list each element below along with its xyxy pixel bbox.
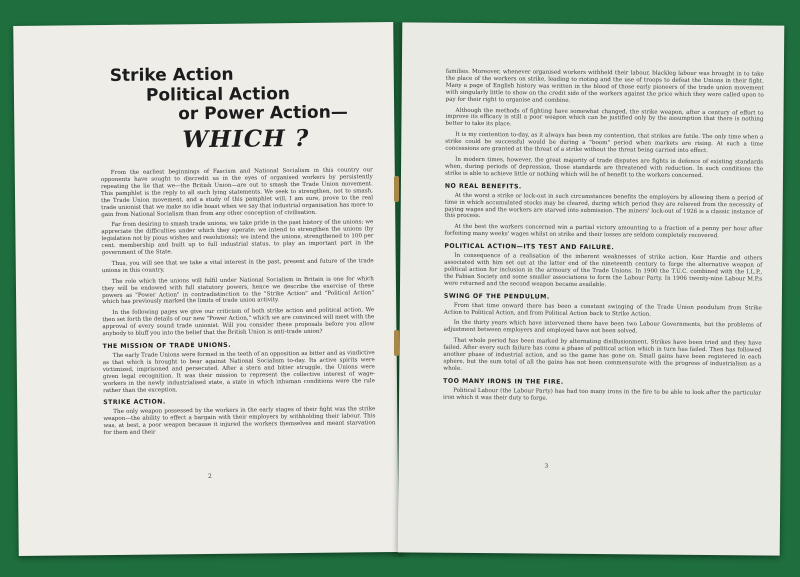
paragraph: families. Moreover, whenever organised workers withheld their labour, blackleg labour was brought in to take the place of the workers on strike, leading to rioting and the use of troops to defeat the Unions in their fight. Many a page of English history was written in the blood of those early pioneers of the trade union movement with singularly little to show on the credit side of the workers against the price which they were called upon to pay for their right to organise and combine.	[445, 68, 764, 104]
left-page-content	[100, 64, 376, 441]
paragraph: Far from desiring to smash trade unions, we take pride in the past history of the unions; we appreciate the difficulties under which they operate; we intend to strengthen the unions (by legislation not by pious wishes and resolutions); we intend the unions, strengthened to 100 per cent. membership and built up to full industrial status, to play an important part in the government of the State.	[101, 219, 374, 257]
title-line-4: WHICH ?	[182, 124, 310, 153]
paragraph: In the following pages we give our criticism of both strike action and political action. We then set forth the details of our new "Power Action," which we are convinced will meet with the approval of every sound trade unionist. Will you consider these proposals before you allow anybody to bluff you into the belief that the British Union is anti-trade union?	[102, 307, 375, 338]
section-heading-political-action: POLITICAL ACTION—ITS TEST AND FAILURE.	[444, 242, 615, 252]
paragraph: Political Labour (the Labour Party) has had too many irons in the fire to be able to look after the particular iron which it was their duty to forge.	[443, 387, 762, 402]
paragraph: The role which the unions will fulfil under National Socialism in Britain is one for which they will be endowed with full statutory powers, hence we describe the exercise of these powers as "Power Action" in contradistinction to the "Strike Action" and "Political Action" which has previously marked the limits of trade union activity.	[101, 276, 375, 306]
title-line-2: Political Action	[145, 83, 291, 106]
section-heading-no-real-benefits: NO REAL BENEFITS.	[444, 182, 522, 191]
title-line-1: Strike Action	[109, 64, 234, 86]
paragraph: In consequence of a realisation of the inherent weaknesses of strike action, Keir Hardie and others associated with him set out at the latter end of the nineteenth century to forge the alternative weapon of political action for inclusion in the armoury of the Trade Unions. In 1900 the T.U.C. combined with the I.L.P., the Fabian Society and some smaller associations to form the Labour Party. In 1906 twenty-nine Labour M.P.s were returned and the second weapon became available.	[444, 252, 763, 288]
staple-bottom	[394, 330, 399, 356]
paragraph: Although the methods of fighting have somewhat changed, the strike weapon, after a century of effort to improve its efficacy is still a poor weapon which can be justified only by the assumption that there is nothing better to take its place.	[445, 107, 764, 128]
intro-section	[101, 167, 375, 338]
right-page	[398, 22, 785, 555]
right-page-content	[443, 69, 764, 408]
section-heading-strike: STRIKE ACTION.	[103, 398, 166, 407]
title-line-3: or Power Action—	[178, 102, 348, 125]
page-number-right: 3	[544, 462, 549, 470]
paragraph: The only weapon possessed by the workers in the early stages of their fight was the strike weapon—the ability to effect a bargain with their employers by withholding their labour. This was, at best, a poor weapon because it injured the workers themselves and meant starvation for them and their	[103, 406, 376, 437]
section-heading-mission: THE MISSION OF TRADE UNIONS.	[102, 341, 232, 351]
paragraph: From that time onward there has been a constant swinging of the Trade Union pendulum from Strike Action to Political Action, and from Political Action back to Strike Action.	[443, 302, 762, 318]
paragraph: In modern times, however, the great majority of trade disputes are fights in defence of existing standards when, during periods of depression, those standards are threatened with reduction. In such conditions the strike is able to achieve little or nothing which will be of benefit to the workers concerned.	[444, 156, 764, 179]
paragraph: The early Trade Unions were formed in the teeth of an opposition as bitter and as vindictive as that which is brought to bear against National Socialism to-day. Its active spirits were victimized, imprisoned and persecuted. After a stern and bitter struggle, the Unions were given legal recognition. It was their mission to represent the collective interest of wage-workers in the newly industrialised state, a state in which inhuman conditions were the rule rather than the exception.	[102, 350, 376, 394]
paragraph: At the best the workers concerned win a partial victory amounting to a fraction of a penny per hour after forfeiting many weeks' wages whilst on strike and their losses are seldom completely recovered.	[444, 224, 763, 240]
paragraph: At the worst a strike or lock-out in such circumstances benefits the employers by allowing them a period of time in which accumulated stocks may be cleared, during which period they are relieved from the necessity of paying wages and the workers are starved into submission. The miners' lock-out of 1926 is a classic instance of this process.	[444, 192, 763, 220]
section-heading-irons: TOO MANY IRONS IN THE FIRE.	[443, 377, 564, 386]
paragraph: Thus, you will see that we take a vital interest in the past, present and future of the trade unions in this country.	[101, 258, 374, 274]
page-number-left: 2	[207, 472, 212, 480]
left-page	[13, 22, 399, 556]
paragraph: From the earliest beginnings of Fascism and National Socialism in this country our opponents have sought to discredit us in the eyes of organised workers by persistently repeating the lie that we—the British Union—are out to smash the Trade Union movement. This pamphlet is the reply to all such lying statements. We seek to strengthen, not to smash, the Trade Union movement, and a study of this pamphlet will, I am sure, prove to the real trade unionist that we make no idle boast when we say that industrial organisation has more to gain from National Socialism than from any other conception of civilisation.	[100, 167, 374, 218]
section-heading-swing: SWING OF THE PENDULUM.	[443, 292, 550, 301]
paragraph: In the thirty years which have intervened there have been two Labour Governments, but the problems of adjustment between employers and employed have not been solved.	[443, 320, 762, 335]
paragraph: That whole period has been marked by alternating disillusionment. Strikes have been tried and they have failed. After every such failure has come a phase of political action which in turn has failed. Then has followed another phase of industrial action, and so the game has gone on. Small gains have been registered in each sphere, but the sum total of all the gains has not been commensurate with the progress of industrialism as a whole.	[443, 338, 762, 372]
staple-top	[394, 176, 399, 202]
paragraph: It is my contention to-day, as it always has been my contention, that strikes are futile. The only time when a strike could be successful would be during a "boom" period when markets are rising. At such a time concessions are granted at the threat of a strike without the threat being carried into effect.	[445, 132, 764, 155]
